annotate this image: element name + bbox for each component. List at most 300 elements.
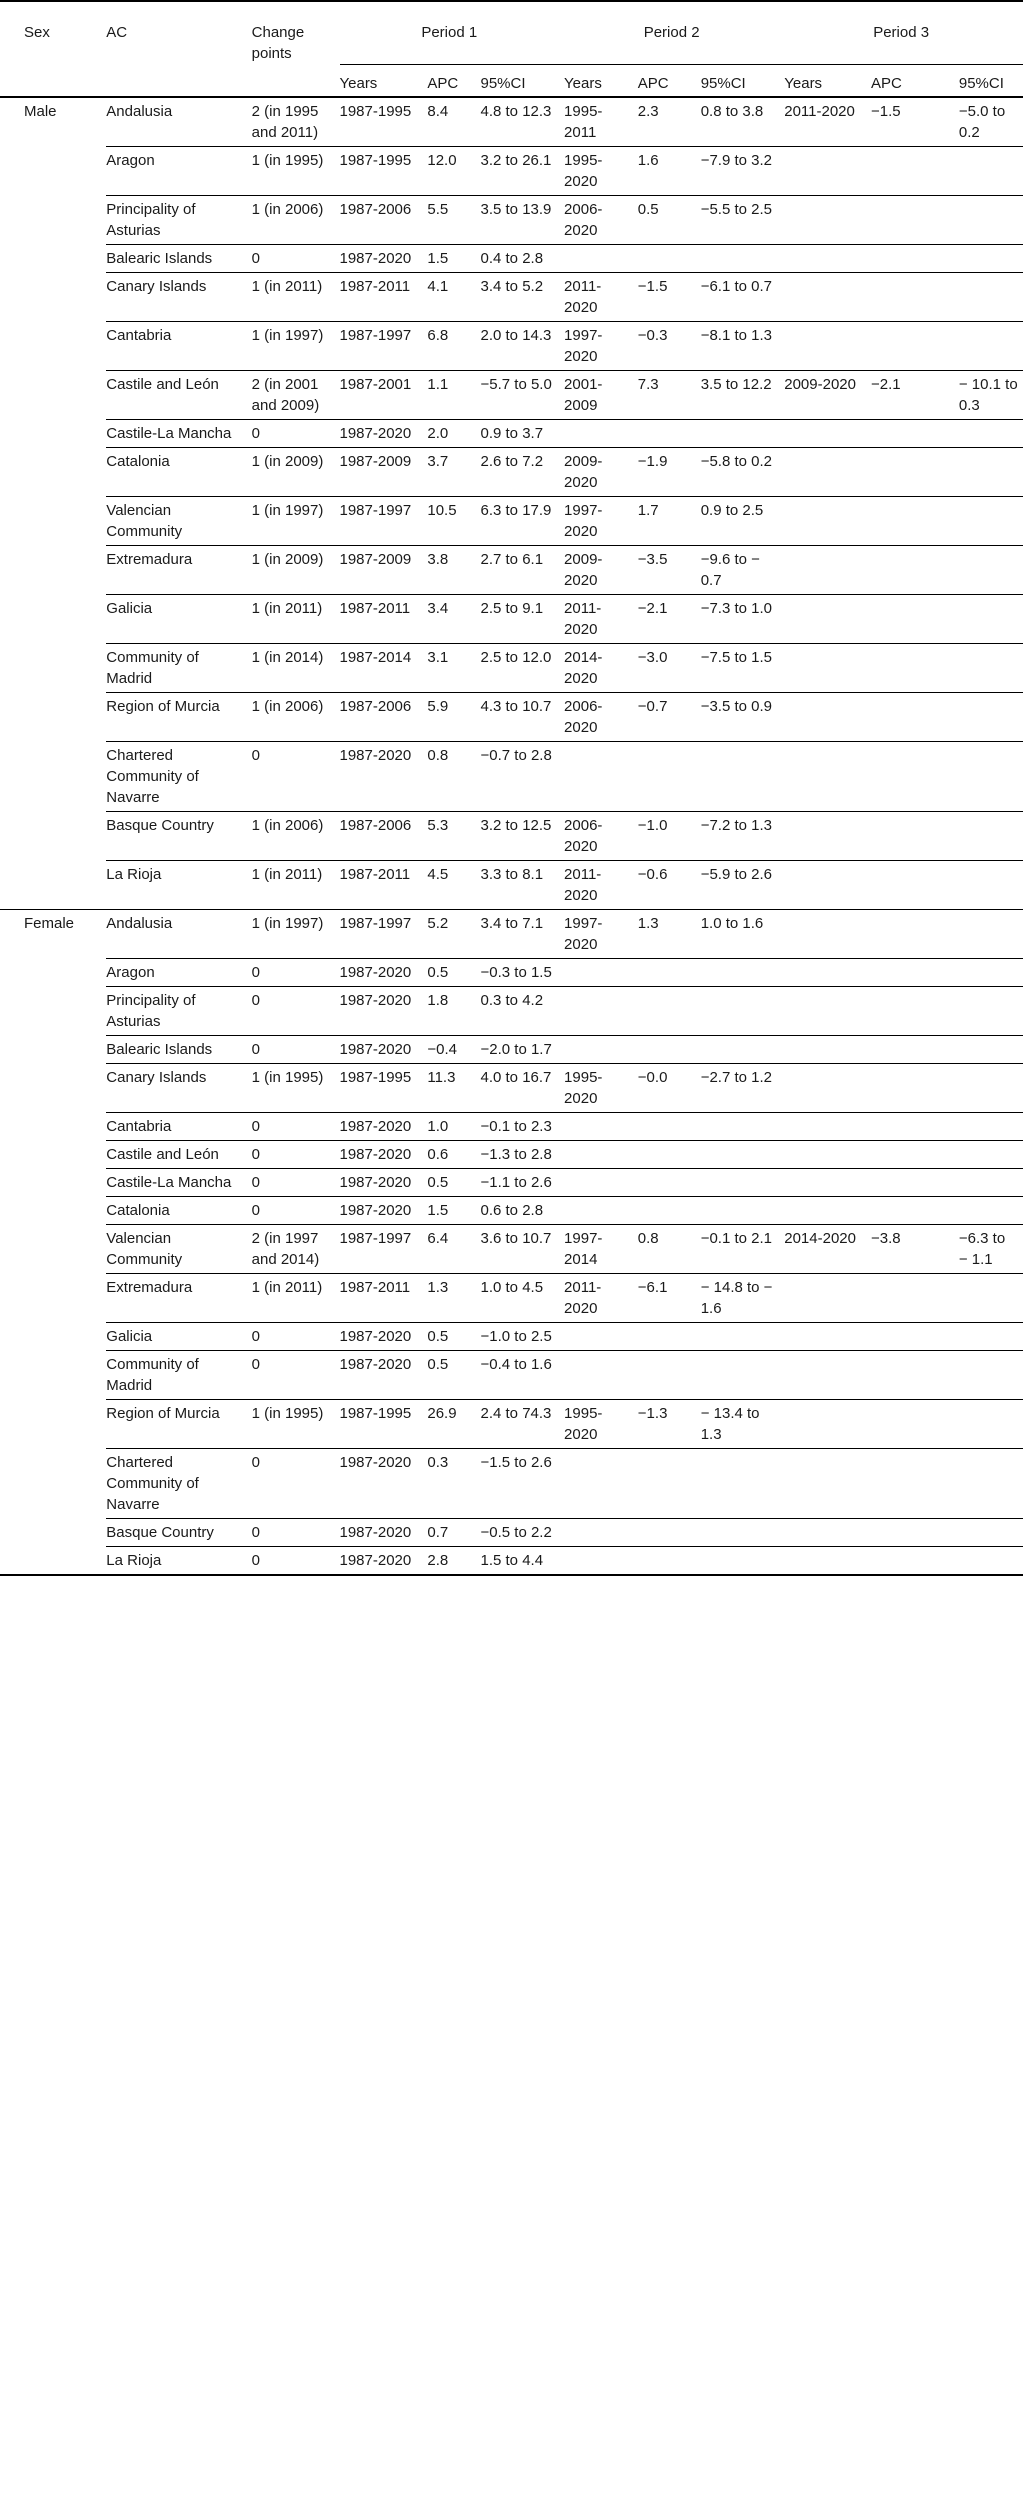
p3-ci-cell	[959, 545, 1023, 594]
p1-ci-cell: 0.9 to 3.7	[481, 419, 565, 447]
p1-apc-cell: 0.7	[427, 1518, 480, 1546]
p2-apc-cell: −1.5	[638, 272, 701, 321]
table-row	[0, 1350, 1023, 1399]
p2-years-cell	[564, 1350, 638, 1399]
p1-years-cell: 1987-2011	[340, 272, 428, 321]
p1-ci-cell: −5.7 to 5.0	[481, 370, 565, 419]
change-points-cell: 1 (in 2006)	[252, 811, 340, 860]
p1-years-cell: 1987-2020	[340, 986, 428, 1035]
p3-years-cell	[784, 1399, 871, 1448]
p2-apc-cell: −3.0	[638, 643, 701, 692]
p1-years-cell: 1987-2020	[340, 419, 428, 447]
p2-apc-cell: 0.8	[638, 1224, 701, 1273]
p1-years-cell: 1987-2011	[340, 1273, 428, 1322]
header-p1-years: Years	[340, 64, 428, 97]
p3-apc-cell	[871, 741, 959, 811]
ac-cell: Galicia	[106, 1322, 251, 1350]
p1-ci-cell: 4.3 to 10.7	[481, 692, 565, 741]
p2-ci-cell	[701, 1518, 785, 1546]
p3-ci-cell	[959, 860, 1023, 909]
ac-cell: Balearic Islands	[106, 1035, 251, 1063]
p2-years-cell: 2011-2020	[564, 272, 638, 321]
p3-apc-cell	[871, 146, 959, 195]
p2-apc-cell: −0.6	[638, 860, 701, 909]
p2-years-cell	[564, 1035, 638, 1063]
p3-apc-cell	[871, 321, 959, 370]
p3-apc-cell	[871, 1196, 959, 1224]
p3-ci-cell: −5.0 to 0.2	[959, 97, 1023, 147]
sex-cell	[0, 692, 106, 741]
table-row	[0, 272, 1023, 321]
p1-apc-cell: 8.4	[427, 97, 480, 147]
change-points-cell: 0	[252, 1035, 340, 1063]
p3-years-cell	[784, 1140, 871, 1168]
header-period-3: Period 3	[784, 1, 1023, 64]
p2-apc-cell: −1.0	[638, 811, 701, 860]
ac-cell: Extremadura	[106, 1273, 251, 1322]
p3-ci-cell	[959, 146, 1023, 195]
p2-years-cell: 1995-2020	[564, 146, 638, 195]
p1-ci-cell: 3.2 to 26.1	[481, 146, 565, 195]
p2-apc-cell: −3.5	[638, 545, 701, 594]
p3-apc-cell	[871, 1546, 959, 1575]
p3-apc-cell	[871, 986, 959, 1035]
p3-years-cell	[784, 1035, 871, 1063]
p2-apc-cell: 7.3	[638, 370, 701, 419]
p1-years-cell: 1987-2011	[340, 860, 428, 909]
p3-years-cell	[784, 321, 871, 370]
p2-apc-cell: 2.3	[638, 97, 701, 147]
p2-ci-cell: 0.8 to 3.8	[701, 97, 785, 147]
table-row	[0, 244, 1023, 272]
ac-cell: Castile and León	[106, 370, 251, 419]
p2-apc-cell	[638, 419, 701, 447]
p2-ci-cell: −8.1 to 1.3	[701, 321, 785, 370]
p3-ci-cell: − 10.1 to 0.3	[959, 370, 1023, 419]
p1-ci-cell: −0.1 to 2.3	[481, 1112, 565, 1140]
sex-cell	[0, 370, 106, 419]
p3-apc-cell	[871, 692, 959, 741]
sex-cell	[0, 321, 106, 370]
p3-years-cell	[784, 146, 871, 195]
p2-years-cell: 2011-2020	[564, 860, 638, 909]
header-p3-ci: 95%CI	[959, 64, 1023, 97]
table-row	[0, 1448, 1023, 1518]
change-points-cell: 1 (in 2011)	[252, 1273, 340, 1322]
p2-ci-cell: −0.1 to 2.1	[701, 1224, 785, 1273]
change-points-cell: 1 (in 2011)	[252, 594, 340, 643]
ac-cell: La Rioja	[106, 1546, 251, 1575]
p2-apc-cell: −0.3	[638, 321, 701, 370]
sex-cell: Male	[24, 102, 57, 120]
p3-apc-cell	[871, 447, 959, 496]
p3-years-cell	[784, 1168, 871, 1196]
p1-ci-cell: 1.0 to 4.5	[481, 1273, 565, 1322]
ac-cell: Extremadura	[106, 545, 251, 594]
p1-years-cell: 1987-2020	[340, 1112, 428, 1140]
header-change-points: Change points	[252, 1, 340, 64]
p1-years-cell: 1987-2020	[340, 1350, 428, 1399]
p3-ci-cell	[959, 811, 1023, 860]
header-p3-apc: APC	[871, 64, 959, 97]
ac-cell: Castile-La Mancha	[106, 1168, 251, 1196]
p2-ci-cell: −3.5 to 0.9	[701, 692, 785, 741]
table-row	[0, 1112, 1023, 1140]
p3-years-cell: 2014-2020	[784, 1224, 871, 1273]
p1-years-cell: 1987-1995	[340, 1399, 428, 1448]
p3-ci-cell	[959, 643, 1023, 692]
p1-ci-cell: −0.3 to 1.5	[481, 958, 565, 986]
sex-cell	[0, 986, 106, 1035]
p1-years-cell: 1987-2006	[340, 195, 428, 244]
sex-cell	[0, 496, 106, 545]
p1-ci-cell: −1.3 to 2.8	[481, 1140, 565, 1168]
p2-apc-cell: 1.3	[638, 909, 701, 958]
p3-ci-cell	[959, 1546, 1023, 1575]
p1-ci-cell: 4.0 to 16.7	[481, 1063, 565, 1112]
header-p3-years: Years	[784, 64, 871, 97]
p3-years-cell	[784, 741, 871, 811]
p2-apc-cell	[638, 1448, 701, 1518]
p2-ci-cell: −7.2 to 1.3	[701, 811, 785, 860]
p3-apc-cell	[871, 195, 959, 244]
p3-apc-cell	[871, 594, 959, 643]
p3-apc-cell	[871, 1448, 959, 1518]
p1-ci-cell: −2.0 to 1.7	[481, 1035, 565, 1063]
p2-ci-cell: − 14.8 to − 1.6	[701, 1273, 785, 1322]
sex-cell	[0, 1112, 106, 1140]
p3-ci-cell	[959, 1350, 1023, 1399]
sex-cell	[0, 811, 106, 860]
p2-years-cell	[564, 244, 638, 272]
p3-ci-cell	[959, 958, 1023, 986]
p3-apc-cell	[871, 496, 959, 545]
p3-apc-cell	[871, 643, 959, 692]
sex-cell	[0, 1035, 106, 1063]
sex-cell	[0, 1322, 106, 1350]
p2-years-cell: 2001-2009	[564, 370, 638, 419]
header-sex: Sex	[0, 1, 106, 64]
p1-years-cell: 1987-2020	[340, 741, 428, 811]
change-points-cell: 1 (in 2011)	[252, 272, 340, 321]
ac-cell: Community of Madrid	[106, 1350, 251, 1399]
p3-years-cell: 2011-2020	[784, 97, 871, 147]
table-row	[0, 643, 1023, 692]
p2-ci-cell	[701, 1112, 785, 1140]
sex-cell	[0, 1140, 106, 1168]
table-row	[0, 1168, 1023, 1196]
p1-apc-cell: 3.4	[427, 594, 480, 643]
p3-ci-cell	[959, 1196, 1023, 1224]
p3-apc-cell	[871, 1140, 959, 1168]
ac-cell: Basque Country	[106, 811, 251, 860]
p2-apc-cell	[638, 244, 701, 272]
p1-years-cell: 1987-1997	[340, 321, 428, 370]
p2-ci-cell	[701, 1546, 785, 1575]
p3-years-cell	[784, 1063, 871, 1112]
p2-apc-cell	[638, 1112, 701, 1140]
p3-ci-cell	[959, 1322, 1023, 1350]
ac-cell: La Rioja	[106, 860, 251, 909]
p1-apc-cell: 5.2	[427, 909, 480, 958]
p2-apc-cell: −1.3	[638, 1399, 701, 1448]
p3-ci-cell	[959, 741, 1023, 811]
p3-apc-cell	[871, 1168, 959, 1196]
p3-years-cell	[784, 1112, 871, 1140]
sex-cell: Female	[24, 914, 75, 932]
sex-cell	[0, 1546, 106, 1575]
table-row	[0, 419, 1023, 447]
change-points-cell: 0	[252, 1112, 340, 1140]
p3-years-cell	[784, 1350, 871, 1399]
p1-ci-cell: 3.4 to 7.1	[481, 909, 565, 958]
p1-years-cell: 1987-1995	[340, 146, 428, 195]
p3-ci-cell	[959, 1035, 1023, 1063]
change-points-cell: 2 (in 1995 and 2011)	[252, 97, 340, 147]
p1-years-cell: 1987-2020	[340, 1546, 428, 1575]
p2-apc-cell	[638, 1140, 701, 1168]
p2-ci-cell	[701, 1350, 785, 1399]
p1-apc-cell: 0.5	[427, 1350, 480, 1399]
ac-cell: Castile and León	[106, 1140, 251, 1168]
change-points-cell: 2 (in 1997 and 2014)	[252, 1224, 340, 1273]
p1-years-cell: 1987-1995	[340, 97, 428, 147]
p3-years-cell	[784, 419, 871, 447]
table-row	[0, 370, 1023, 419]
sex-cell	[0, 545, 106, 594]
sex-cell	[0, 272, 106, 321]
table-row	[0, 195, 1023, 244]
p2-apc-cell	[638, 741, 701, 811]
change-points-cell: 0	[252, 741, 340, 811]
p3-ci-cell	[959, 1140, 1023, 1168]
p3-years-cell	[784, 643, 871, 692]
p1-apc-cell: 12.0	[427, 146, 480, 195]
sex-cell	[0, 1224, 106, 1273]
p2-apc-cell	[638, 1035, 701, 1063]
p1-years-cell: 1987-2009	[340, 545, 428, 594]
p3-ci-cell	[959, 1399, 1023, 1448]
p1-years-cell: 1987-1997	[340, 1224, 428, 1273]
p1-apc-cell: 1.5	[427, 244, 480, 272]
header-p2-years: Years	[564, 64, 638, 97]
p1-apc-cell: 2.8	[427, 1546, 480, 1575]
p2-years-cell: 2011-2020	[564, 1273, 638, 1322]
p2-years-cell	[564, 958, 638, 986]
p2-years-cell	[564, 1518, 638, 1546]
p2-ci-cell: −5.5 to 2.5	[701, 195, 785, 244]
sex-cell	[0, 1168, 106, 1196]
p3-years-cell	[784, 1448, 871, 1518]
p2-years-cell: 1997-2014	[564, 1224, 638, 1273]
table-row	[0, 1140, 1023, 1168]
ac-cell: Canary Islands	[106, 272, 251, 321]
p2-ci-cell	[701, 1168, 785, 1196]
ac-cell: Catalonia	[106, 1196, 251, 1224]
p3-ci-cell	[959, 909, 1023, 958]
p2-ci-cell	[701, 419, 785, 447]
p1-ci-cell: 0.3 to 4.2	[481, 986, 565, 1035]
ac-cell: Andalusia	[106, 909, 251, 958]
header-p1-ci: 95%CI	[481, 64, 565, 97]
ac-cell: Catalonia	[106, 447, 251, 496]
table-row	[0, 545, 1023, 594]
change-points-cell: 0	[252, 986, 340, 1035]
p2-years-cell: 2006-2020	[564, 195, 638, 244]
ac-cell: Aragon	[106, 146, 251, 195]
p2-years-cell	[564, 1448, 638, 1518]
p3-ci-cell	[959, 1063, 1023, 1112]
table-row	[0, 860, 1023, 909]
sex-cell	[0, 643, 106, 692]
sex-cell	[0, 741, 106, 811]
table-row	[0, 909, 1023, 958]
p3-ci-cell	[959, 419, 1023, 447]
p1-ci-cell: 3.2 to 12.5	[481, 811, 565, 860]
p3-ci-cell	[959, 321, 1023, 370]
p2-years-cell: 2011-2020	[564, 594, 638, 643]
p2-years-cell: 2006-2020	[564, 692, 638, 741]
p3-ci-cell	[959, 447, 1023, 496]
p1-ci-cell: 0.6 to 2.8	[481, 1196, 565, 1224]
p3-years-cell	[784, 496, 871, 545]
table-row	[0, 1224, 1023, 1273]
p2-ci-cell	[701, 958, 785, 986]
header-ac: AC	[106, 1, 251, 64]
p1-apc-cell: 0.5	[427, 958, 480, 986]
p1-ci-cell: 1.5 to 4.4	[481, 1546, 565, 1575]
p3-ci-cell	[959, 496, 1023, 545]
p2-apc-cell: −6.1	[638, 1273, 701, 1322]
p1-ci-cell: 3.4 to 5.2	[481, 272, 565, 321]
p1-apc-cell: 0.5	[427, 1168, 480, 1196]
p1-apc-cell: 5.3	[427, 811, 480, 860]
p2-years-cell: 2009-2020	[564, 545, 638, 594]
p2-years-cell	[564, 1322, 638, 1350]
p2-years-cell: 1997-2020	[564, 909, 638, 958]
change-points-cell: 0	[252, 1322, 340, 1350]
table-row	[0, 1399, 1023, 1448]
p1-apc-cell: 1.3	[427, 1273, 480, 1322]
p1-apc-cell: 26.9	[427, 1399, 480, 1448]
p1-apc-cell: 0.8	[427, 741, 480, 811]
p1-apc-cell: 5.5	[427, 195, 480, 244]
p1-ci-cell: 2.7 to 6.1	[481, 545, 565, 594]
p3-years-cell	[784, 1322, 871, 1350]
change-points-cell: 0	[252, 1196, 340, 1224]
p1-ci-cell: 2.4 to 74.3	[481, 1399, 565, 1448]
table-row	[0, 594, 1023, 643]
change-points-cell: 0	[252, 419, 340, 447]
p1-ci-cell: 2.5 to 12.0	[481, 643, 565, 692]
ac-cell: Principality of Asturias	[106, 195, 251, 244]
p1-apc-cell: 0.5	[427, 1322, 480, 1350]
table-row	[0, 958, 1023, 986]
header-blank	[0, 64, 106, 97]
p1-years-cell: 1987-2011	[340, 594, 428, 643]
header-blank	[106, 64, 251, 97]
p3-years-cell	[784, 545, 871, 594]
p3-apc-cell	[871, 1350, 959, 1399]
p2-years-cell: 2006-2020	[564, 811, 638, 860]
p1-years-cell: 1987-2020	[340, 1322, 428, 1350]
p3-apc-cell	[871, 1063, 959, 1112]
p1-years-cell: 1987-2001	[340, 370, 428, 419]
p1-ci-cell: 3.5 to 13.9	[481, 195, 565, 244]
ac-cell: Aragon	[106, 958, 251, 986]
p1-ci-cell: 2.6 to 7.2	[481, 447, 565, 496]
p1-years-cell: 1987-2006	[340, 692, 428, 741]
p1-ci-cell: −0.7 to 2.8	[481, 741, 565, 811]
p2-apc-cell: −0.0	[638, 1063, 701, 1112]
p1-apc-cell: 1.8	[427, 986, 480, 1035]
p1-apc-cell: 2.0	[427, 419, 480, 447]
p1-years-cell: 1987-1997	[340, 909, 428, 958]
p1-apc-cell: 0.6	[427, 1140, 480, 1168]
p1-apc-cell: 4.5	[427, 860, 480, 909]
p3-years-cell	[784, 811, 871, 860]
header-blank	[252, 64, 340, 97]
table-row	[0, 1035, 1023, 1063]
p2-ci-cell: −9.6 to − 0.7	[701, 545, 785, 594]
p3-years-cell	[784, 692, 871, 741]
p2-years-cell	[564, 986, 638, 1035]
change-points-cell: 0	[252, 1448, 340, 1518]
p1-ci-cell: 4.8 to 12.3	[481, 97, 565, 147]
p2-ci-cell	[701, 244, 785, 272]
p2-ci-cell: 3.5 to 12.2	[701, 370, 785, 419]
ac-cell: Principality of Asturias	[106, 986, 251, 1035]
p3-apc-cell	[871, 1322, 959, 1350]
p2-apc-cell	[638, 986, 701, 1035]
ac-cell: Castile-La Mancha	[106, 419, 251, 447]
p2-apc-cell	[638, 1350, 701, 1399]
p3-ci-cell	[959, 1168, 1023, 1196]
p2-ci-cell: − 13.4 to 1.3	[701, 1399, 785, 1448]
p1-years-cell: 1987-2020	[340, 244, 428, 272]
p3-ci-cell	[959, 1518, 1023, 1546]
sex-cell	[0, 594, 106, 643]
ac-cell: Community of Madrid	[106, 643, 251, 692]
change-points-cell: 0	[252, 244, 340, 272]
p3-apc-cell	[871, 272, 959, 321]
p3-ci-cell	[959, 1273, 1023, 1322]
p3-ci-cell	[959, 986, 1023, 1035]
p3-years-cell	[784, 909, 871, 958]
p2-ci-cell	[701, 1448, 785, 1518]
ac-cell: Chartered Community of Navarre	[106, 1448, 251, 1518]
p1-apc-cell: 1.0	[427, 1112, 480, 1140]
p2-years-cell	[564, 1196, 638, 1224]
p2-years-cell: 2009-2020	[564, 447, 638, 496]
p3-ci-cell	[959, 594, 1023, 643]
p1-ci-cell: −1.1 to 2.6	[481, 1168, 565, 1196]
ac-cell: Balearic Islands	[106, 244, 251, 272]
p1-years-cell: 1987-2014	[340, 643, 428, 692]
sex-cell	[0, 1448, 106, 1518]
p2-ci-cell: −2.7 to 1.2	[701, 1063, 785, 1112]
table-row	[0, 692, 1023, 741]
p3-years-cell	[784, 244, 871, 272]
p3-years-cell	[784, 1518, 871, 1546]
header-p2-ci: 95%CI	[701, 64, 785, 97]
p2-years-cell: 1997-2020	[564, 496, 638, 545]
p3-apc-cell	[871, 1112, 959, 1140]
p1-ci-cell: 3.6 to 10.7	[481, 1224, 565, 1273]
p2-years-cell: 1995-2020	[564, 1063, 638, 1112]
p3-years-cell	[784, 958, 871, 986]
p2-apc-cell	[638, 1168, 701, 1196]
